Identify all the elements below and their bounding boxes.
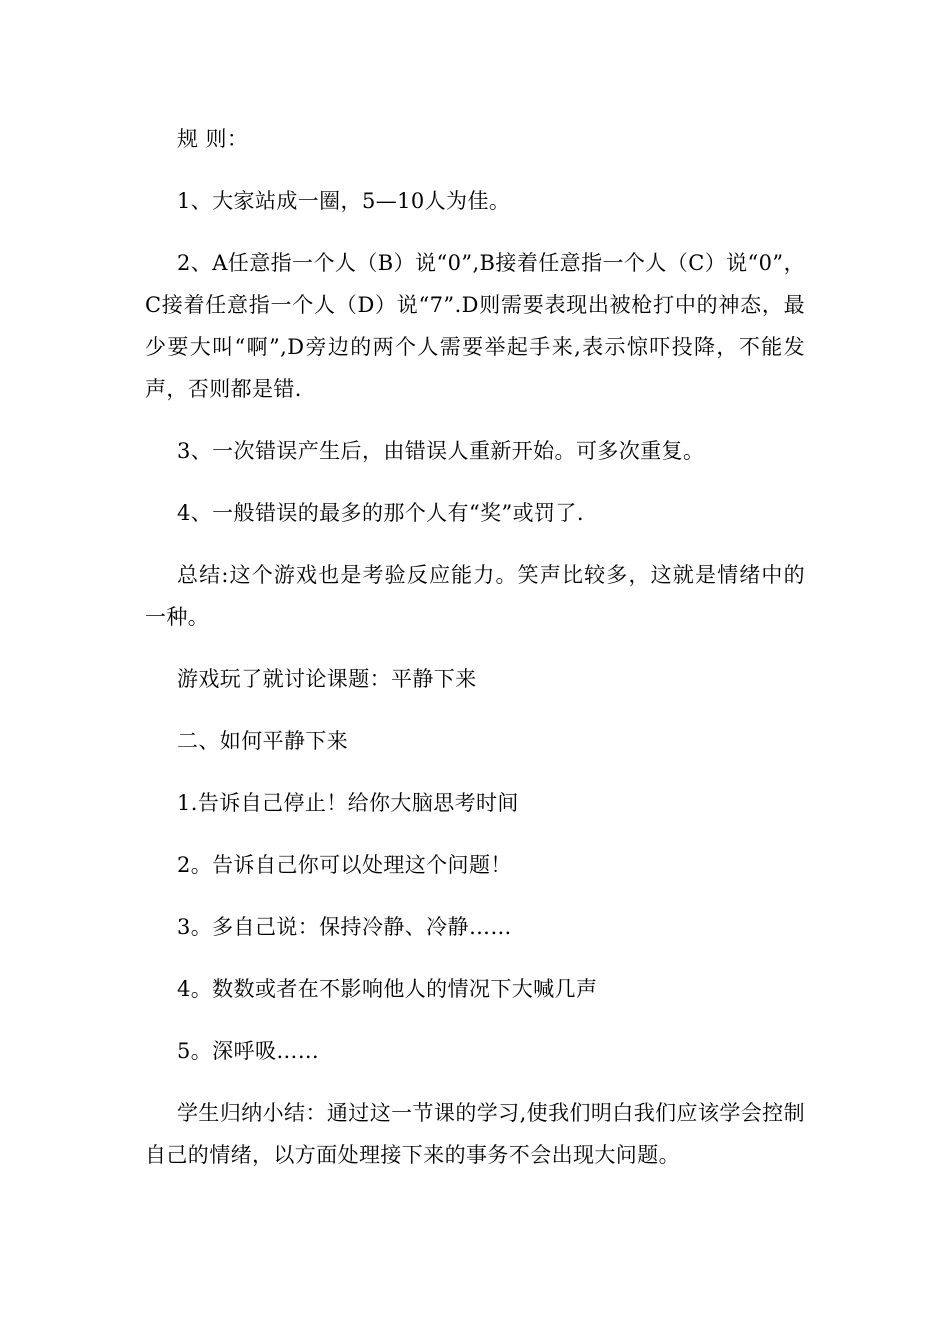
calm-step-3: 3。多自己说：保持冷静、冷静…… xyxy=(177,915,512,939)
rule-item-4: 4、一般错误的最多的那个人有“奖”或罚了. xyxy=(177,501,584,525)
rule-item-1: 1、大家站成一圈，5—10人为佳。 xyxy=(177,189,511,213)
topic-intro: 游戏玩了就讨论课题：平静下来 xyxy=(177,667,477,691)
document-body xyxy=(145,118,805,1196)
game-summary: 总结:这个游戏也是考验反应能力。笑声比较多，这就是情绪中的一种。 xyxy=(145,563,805,629)
student-conclusion: 学生归纳小结：通过这一节课的学习,使我们明白我们应该学会控制自己的情绪，以方面处理接下来的事务不会出现大问题。 xyxy=(145,1101,805,1167)
calm-step-4: 4。数数或者在不影响他人的情况下大喊几声 xyxy=(177,977,598,1001)
calm-step-5: 5。深呼吸…… xyxy=(177,1039,320,1063)
calm-step-2: 2。告诉自己你可以处理这个问题！ xyxy=(177,853,512,877)
calm-step-1: 1.告诉自己停止！给你大脑思考时间 xyxy=(177,791,519,815)
rules-heading: 规 则： xyxy=(177,127,249,151)
section-heading-calm-down: 二、如何平静下来 xyxy=(177,729,349,753)
rule-item-2: 2、A任意指一个人（B）说“0”,B接着任意指一个人（C）说“0”，C接着任意指一个人（D）说“7”.D则需要表现出被枪打中的神态，最少要大叫“啊”,D旁边的两个人需要举起手来,表示惊吓投降，不能发声，否则都是错. xyxy=(145,251,805,401)
rule-item-3: 3、一次错误产生后，由错误人重新开始。可多次重复。 xyxy=(177,439,705,463)
